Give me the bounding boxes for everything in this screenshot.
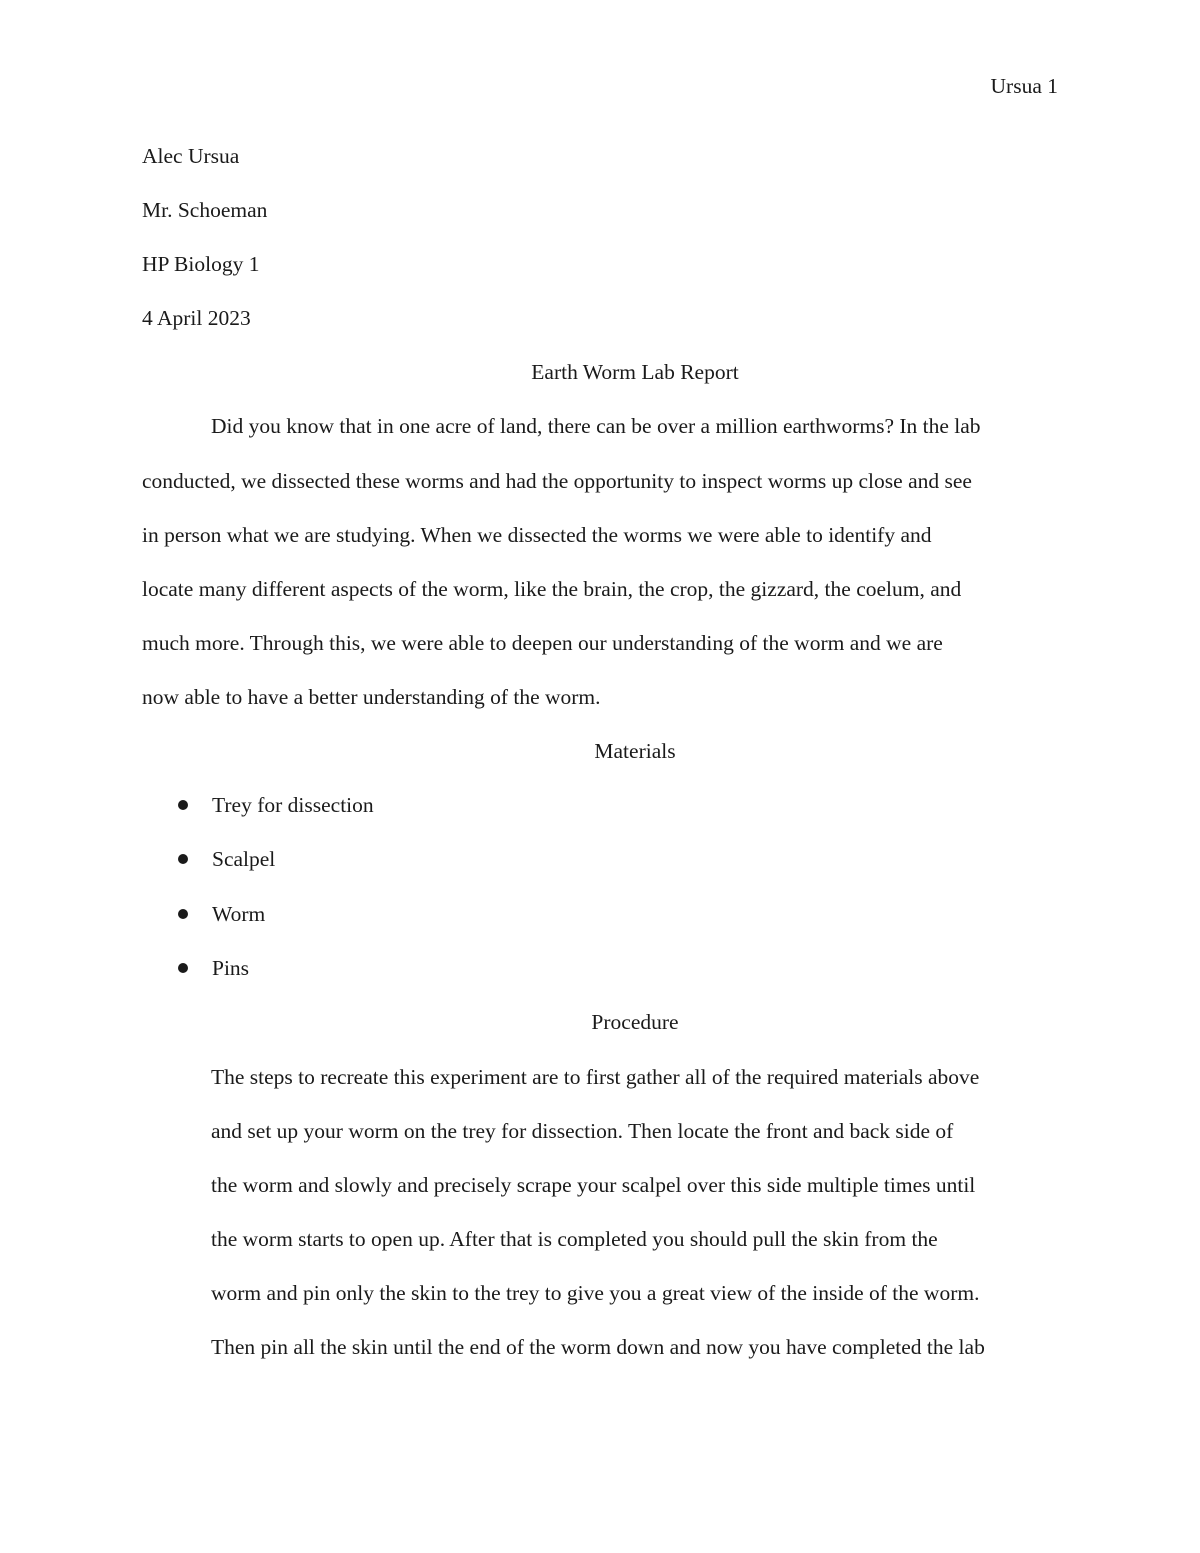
material-label: Pins	[212, 956, 250, 980]
teacher-name: Mr. Schoeman	[142, 198, 268, 222]
intro-line: now able to have a better understanding of the worm.	[142, 685, 601, 709]
bullet-icon	[178, 963, 188, 973]
report-date: 4 April 2023	[142, 306, 251, 330]
materials-heading: Materials	[594, 739, 676, 763]
material-list-item	[178, 845, 275, 873]
bullet-icon	[178, 909, 188, 919]
document-title: Earth Worm Lab Report	[531, 360, 739, 384]
intro-line: conducted, we dissected these worms and had the opportunity to inspect worms up close and see	[142, 469, 972, 493]
procedure-line: The steps to recreate this experiment are to first gather all of the required materials above	[211, 1065, 980, 1089]
running-head: Ursua 1	[990, 74, 1058, 98]
bullet-icon	[178, 854, 188, 864]
intro-line: much more. Through this, we were able to deepen our understanding of the worm and we are	[142, 631, 943, 655]
material-list-item	[178, 900, 265, 928]
material-label: Worm	[212, 902, 266, 926]
intro-line: in person what we are studying. When we dissected the worms we were able to identify and	[142, 523, 932, 547]
procedure-line: the worm starts to open up. After that is completed you should pull the skin from the	[211, 1227, 938, 1251]
procedure-line: the worm and slowly and precisely scrape your scalpel over this side multiple times until	[211, 1173, 976, 1197]
procedure-line: and set up your worm on the trey for dissection. Then locate the front and back side of	[211, 1119, 954, 1143]
intro-line: locate many different aspects of the worm, like the brain, the crop, the gizzard, the coelum, and	[142, 577, 962, 601]
material-label: Scalpel	[212, 847, 276, 871]
procedure-heading: Procedure	[591, 1010, 679, 1034]
procedure-line: Then pin all the skin until the end of the worm down and now you have completed the lab	[211, 1335, 985, 1359]
course-name: HP Biology 1	[142, 252, 260, 276]
student-name: Alec Ursua	[142, 144, 240, 168]
material-list-item	[178, 954, 249, 982]
intro-line: Did you know that in one acre of land, there can be over a million earthworms? In the lab	[211, 414, 981, 438]
material-list-item	[178, 791, 374, 819]
material-label: Trey for dissection	[212, 793, 374, 817]
procedure-line: worm and pin only the skin to the trey to give you a great view of the inside of the worm.	[211, 1281, 980, 1305]
bullet-icon	[178, 800, 188, 810]
